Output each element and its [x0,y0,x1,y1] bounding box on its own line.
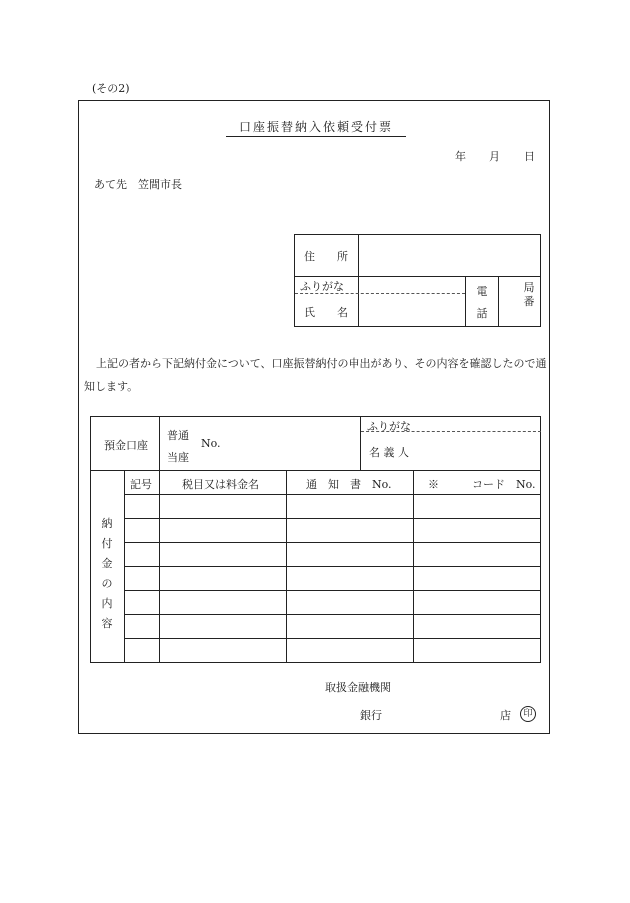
form-number: (その2) [92,82,130,95]
date-day-label: 日 [524,150,535,163]
address-label: 住 所 [304,250,348,263]
applicant-label-divider [358,234,359,327]
account-row-bottom [90,470,541,471]
deposit-account-label: 預金口座 [104,439,148,452]
seal-icon: 印 [520,706,536,722]
bank-label: 銀行 [360,709,382,722]
seal-mark [520,706,536,722]
phone-label: 電話 [476,285,488,320]
account-type-current: 当座 [167,451,189,464]
addressee: あて先 笠間市長 [94,178,182,191]
row-line-2 [124,518,541,519]
header-notice-no: 通 知 書 No. [306,478,392,491]
phone-divider-left [465,276,466,327]
account-type-regular: 普通 [167,429,189,442]
date-month-label: 月 [489,150,500,163]
bureau-number-label: 局番 [523,281,535,308]
col-divider-1 [159,416,160,663]
form-title: 口座振替納入依頼受付票 [226,118,406,137]
payment-side-label: 納付金の内容 [101,517,113,630]
phone-divider-right [498,276,499,327]
row-line-1 [124,494,541,495]
institution-label: 取扱金融機関 [325,681,391,694]
row-line-3 [124,542,541,543]
branch-label: 店 [500,709,511,722]
header-code: 記号 [130,478,152,491]
row-line-5 [124,590,541,591]
holder-furigana-label: ふりがな [367,420,411,433]
header-code-no: ※ コード No. [428,478,536,491]
account-no-label: No. [201,437,221,450]
payment-table [90,416,541,663]
applicant-name-label: 氏 名 [304,306,348,319]
row-line-4 [124,566,541,567]
notice-text: 上記の者から下記納付金について、口座振替納付の申出があり、その内容を確認したので通知します。 [84,357,547,393]
account-holder-label: 名 義 人 [369,446,409,459]
row-line-6 [124,614,541,615]
date-year-label: 年 [455,150,466,163]
applicant-furigana-label: ふりがな [300,280,344,293]
row-line-7 [124,638,541,639]
header-tax-item: 税目又は料金名 [182,478,259,491]
account-holder-divider [360,416,361,470]
applicant-row-divider [294,276,541,277]
